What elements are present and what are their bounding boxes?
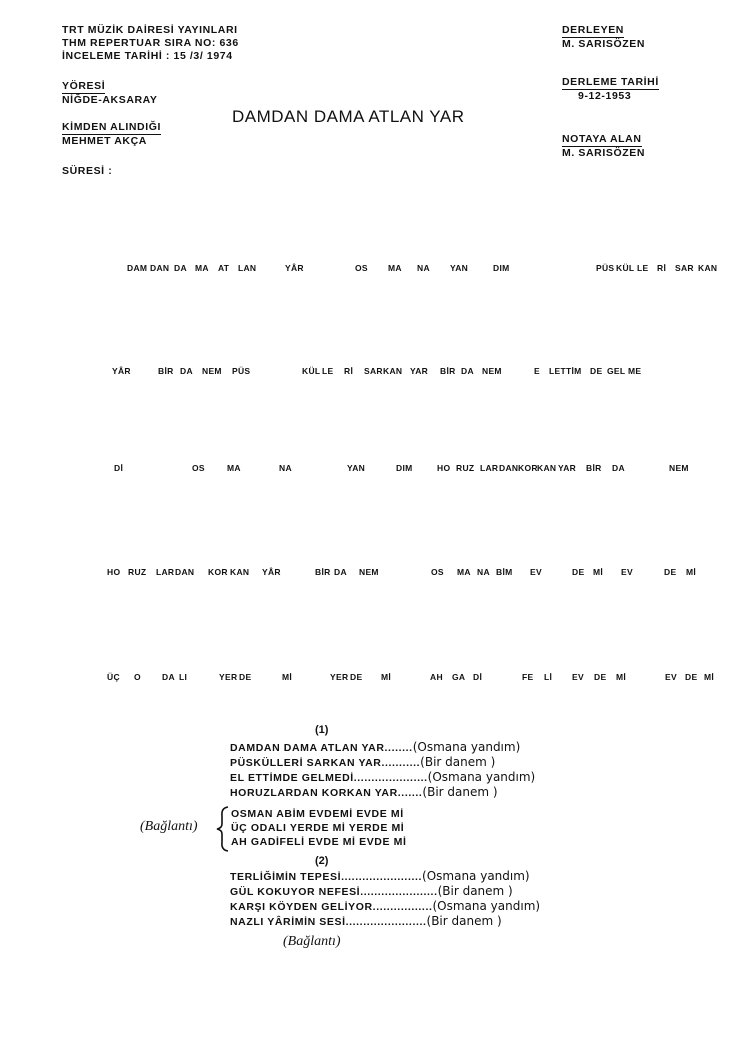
lyric-syllable: YAR: [558, 463, 577, 473]
lyric-syllable: DE: [239, 672, 252, 682]
lyric-syllable: Mİ: [593, 567, 604, 577]
lyric-syllable: NEM: [482, 366, 502, 376]
lyric-syllable: ÜÇ: [107, 672, 120, 682]
lyric-syllable: LI: [179, 672, 188, 682]
lyric-syllable: Dİ: [114, 463, 124, 473]
region-label: YÖRESİ: [62, 80, 106, 92]
lyric-syllable: Mİ: [616, 672, 627, 682]
lyric-syllable: Mİ: [704, 672, 715, 682]
lyric-syllable: E: [534, 366, 540, 376]
refrain-lines: [231, 807, 406, 849]
lyric-syllable: DA: [174, 263, 187, 273]
refrain-label-2: (Bağlantı): [283, 934, 341, 949]
region-block: [62, 80, 158, 107]
lyric-syllable: LAR: [480, 463, 499, 473]
lyric-syllable: LAN: [238, 263, 257, 273]
lyric-syllable: MA: [388, 263, 402, 273]
lyric-syllable: AT: [218, 263, 230, 273]
lyric-syllable: KOR: [208, 567, 228, 577]
lyric-syllable: YÂR: [112, 366, 131, 376]
lyrics-line-3: [0, 463, 750, 475]
lyric-syllable: DE: [594, 672, 607, 682]
lyric-syllable: RUZ: [128, 567, 147, 577]
lyric-syllable: DE: [664, 567, 677, 577]
lyric-syllable: DA: [180, 366, 193, 376]
lyric-syllable: Dİ: [473, 672, 483, 682]
lyric-syllable: OS: [355, 263, 368, 273]
verse-line: TERLİĞİMİN TEPESİ.......................(Osmana yandım): [230, 869, 530, 883]
lyric-syllable: NEM: [202, 366, 222, 376]
notation-value: M. SARISÖZEN: [562, 147, 646, 159]
lyric-syllable: YER: [219, 672, 238, 682]
lyric-syllable: PÜS: [232, 366, 251, 376]
lyric-syllable: DA: [612, 463, 625, 473]
stanza-2-number: (2): [315, 855, 329, 867]
lyric-syllable: DE: [350, 672, 363, 682]
lyric-syllable: MA: [227, 463, 241, 473]
collector-block: [562, 24, 645, 51]
lyric-syllable: KAN: [698, 263, 718, 273]
lyric-syllable: Mİ: [282, 672, 293, 682]
lyric-syllable: DAM: [127, 263, 148, 273]
lyric-syllable: BİR: [440, 366, 456, 376]
lyric-syllable: AH: [430, 672, 443, 682]
lyric-syllable: LET: [549, 366, 566, 376]
collection-date-block: [562, 76, 659, 103]
lyric-syllable: KOR: [518, 463, 538, 473]
verse-line: KARŞI KÖYDEN GELİYOR.................(Osmana yandım): [230, 899, 541, 913]
lyric-syllable: DAN: [175, 567, 195, 577]
collector-value: M. SARISÖZEN: [562, 38, 646, 50]
lyrics-line-4: [0, 567, 750, 579]
lyric-syllable: NEM: [669, 463, 689, 473]
lyric-syllable: HO: [437, 463, 451, 473]
stanza-1-number: (1): [315, 724, 329, 736]
lyric-syllable: DAN: [150, 263, 170, 273]
lyric-syllable: KAN: [230, 567, 250, 577]
notation-label: NOTAYA ALAN: [562, 133, 642, 145]
lyric-syllable: DIM: [493, 263, 510, 273]
lyric-syllable: YÂR: [285, 263, 304, 273]
lyric-syllable: EV: [621, 567, 633, 577]
lyric-syllable: LE: [637, 263, 649, 273]
lyric-syllable: SAR: [675, 263, 694, 273]
source-block: [62, 121, 161, 148]
lyric-syllable: NA: [279, 463, 292, 473]
lyric-syllable: DA: [334, 567, 347, 577]
lyric-syllable: EV: [665, 672, 677, 682]
collection-date-label: DERLEME TARİHİ: [562, 76, 659, 88]
lyric-syllable: O: [134, 672, 141, 682]
lyric-syllable: FE: [522, 672, 534, 682]
lyric-syllable: BİR: [586, 463, 602, 473]
lyric-syllable: LE: [322, 366, 334, 376]
refrain-label: (Bağlantı): [140, 819, 198, 834]
lyric-syllable: HO: [107, 567, 121, 577]
stanza-1: [230, 740, 535, 800]
lyric-syllable: NA: [417, 263, 430, 273]
lyric-syllable: DIM: [396, 463, 413, 473]
lyric-syllable: BİM: [496, 567, 513, 577]
verse-line: EL ETTİMDE GELMEDİ.....................(Osmana yandım): [230, 770, 536, 784]
duration-label: SÜRESİ :: [62, 165, 113, 177]
song-title: DAMDAN DAMA ATLAN YAR: [232, 107, 465, 126]
lyric-syllable: YÂR: [262, 567, 281, 577]
publisher-info: [62, 24, 239, 63]
publisher-line: TRT MÜZİK DAİRESİ YAYINLARI: [62, 24, 238, 36]
lyrics-line-2: [0, 366, 750, 378]
lyric-syllable: BİR: [315, 567, 331, 577]
stanza-2: [230, 869, 540, 929]
lyric-syllable: LAR: [156, 567, 175, 577]
lyric-syllable: DA: [162, 672, 175, 682]
lyric-syllable: YAN: [450, 263, 469, 273]
lyric-syllable: KÜL: [302, 366, 321, 376]
lyric-syllable: DAN: [499, 463, 519, 473]
lyric-syllable: NEM: [359, 567, 379, 577]
lyric-syllable: ME: [628, 366, 642, 376]
refrain-line: AH GADİFELİ EVDE Mİ EVDE Mİ: [231, 836, 407, 848]
verse-line: HORUZLARDAN KORKAN YAR.......(Bir danem ): [230, 785, 498, 799]
lyrics-line-5: [0, 672, 750, 684]
lyric-syllable: GA: [452, 672, 466, 682]
lyric-syllable: MA: [457, 567, 471, 577]
lyric-syllable: DE: [572, 567, 585, 577]
lyric-syllable: YAR: [410, 366, 429, 376]
lyric-syllable: PÜS: [596, 263, 615, 273]
source-value: MEHMET AKÇA: [62, 135, 147, 147]
lyric-syllable: Lİ: [544, 672, 553, 682]
lyric-syllable: KAN: [383, 366, 403, 376]
lyric-syllable: OS: [431, 567, 444, 577]
verse-line: PÜSKÜLLERİ SARKAN YAR...........(Bir danem ): [230, 755, 496, 769]
verse-line: DAMDAN DAMA ATLAN YAR........(Osmana yandım): [230, 740, 521, 754]
lyric-syllable: DE: [590, 366, 603, 376]
lyric-syllable: YER: [330, 672, 349, 682]
lyric-syllable: NA: [477, 567, 490, 577]
lyric-syllable: Mİ: [686, 567, 697, 577]
collection-date-value: 9-12-1953: [578, 90, 632, 102]
refrain-brace: [216, 806, 230, 852]
lyric-syllable: Rİ: [657, 263, 667, 273]
source-label: KİMDEN ALINDIĞI: [62, 121, 162, 133]
refrain-line: OSMAN ABİM EVDEMİ EVDE Mİ: [231, 808, 404, 820]
verse-line: GÜL KOKUYOR NEFESİ......................(Bir danem ): [230, 884, 513, 898]
lyric-syllable: MA: [195, 263, 209, 273]
lyric-syllable: Rİ: [344, 366, 354, 376]
lyric-syllable: KAN: [537, 463, 557, 473]
lyric-syllable: DE: [685, 672, 698, 682]
repertoire-number: THM REPERTUAR SIRA NO: 636: [62, 37, 239, 49]
refrain-line: ÜÇ ODALI YERDE Mİ YERDE Mİ: [231, 822, 405, 834]
lyric-syllable: DA: [461, 366, 474, 376]
lyric-syllable: BİR: [158, 366, 174, 376]
collector-label: DERLEYEN: [562, 24, 624, 36]
notation-block: [562, 133, 645, 160]
lyric-syllable: RUZ: [456, 463, 475, 473]
lyric-syllable: EV: [572, 672, 584, 682]
verse-line: NAZLI YÂRİMİN SESİ.......................(Bir danem ): [230, 914, 502, 928]
lyric-syllable: YAN: [347, 463, 366, 473]
lyric-syllable: Mİ: [381, 672, 392, 682]
review-date: İNCELEME TARİHİ : 15 /3/ 1974: [62, 50, 233, 62]
lyric-syllable: OS: [192, 463, 205, 473]
lyrics-line-1: [0, 263, 750, 275]
lyric-syllable: TİM: [566, 366, 582, 376]
lyric-syllable: EV: [530, 567, 542, 577]
lyric-syllable: GEL: [607, 366, 626, 376]
lyric-syllable: KÜL: [616, 263, 635, 273]
lyric-syllable: SAR: [364, 366, 383, 376]
region-value: NİĞDE-AKSARAY: [62, 94, 158, 106]
